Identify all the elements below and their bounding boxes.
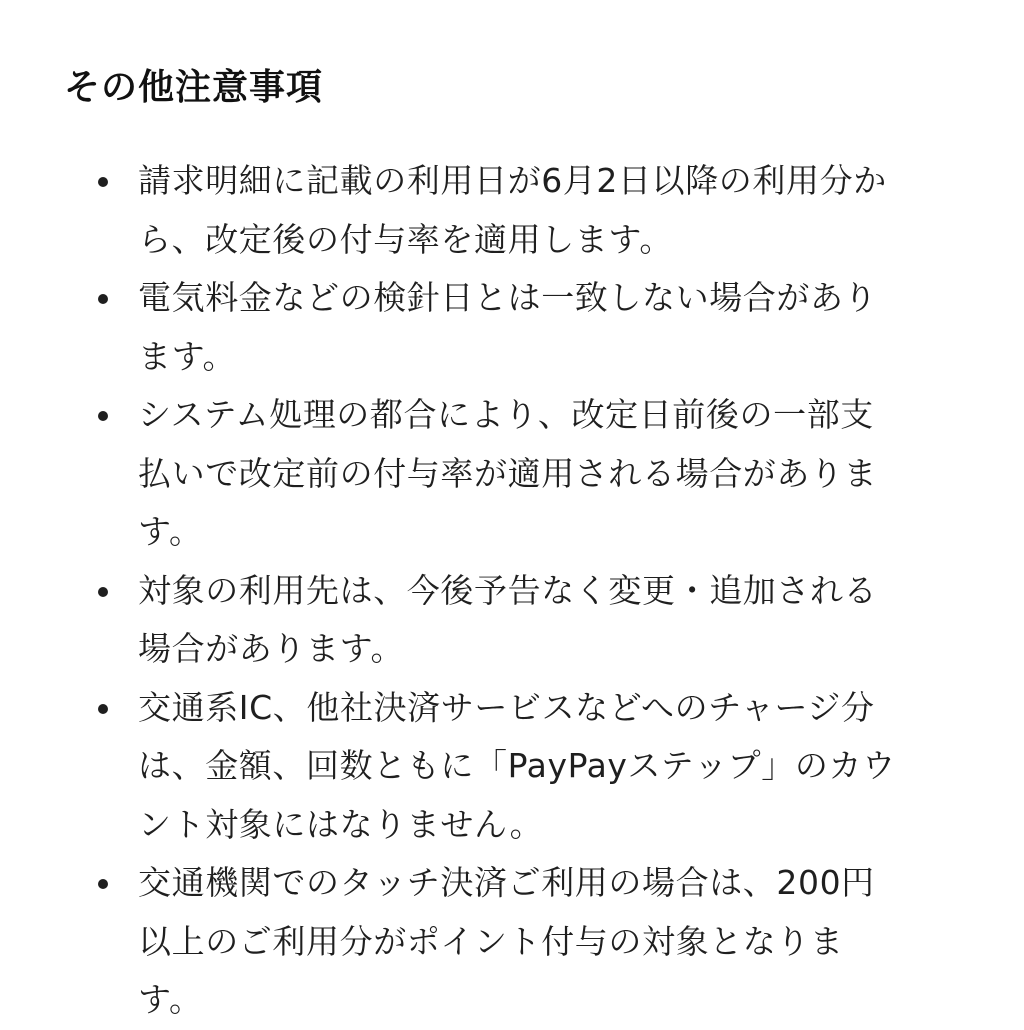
bullet-icon: [98, 294, 108, 304]
note-text: 交通機関でのタッチ決済ご利用の場合は、200円 以上のご利用分がポイント付与の対象となりま す。: [138, 863, 875, 1019]
notes-list: [96, 152, 956, 1030]
section-heading: その他注意事項: [64, 67, 324, 108]
bullet-icon: [98, 587, 108, 597]
note-text: 対象の利用先は、今後予告なく変更・追加される 場合があります。: [138, 570, 878, 668]
list-item: [96, 269, 956, 386]
list-item: [96, 152, 956, 269]
bullet-icon: [98, 177, 108, 187]
bullet-icon: [98, 411, 108, 421]
list-item: [96, 854, 956, 1030]
list-item: [96, 386, 956, 562]
note-text: システム処理の都合により、改定日前後の一部支 払いで改定前の付与率が適用される場合がありま す。: [138, 395, 878, 551]
bullet-icon: [98, 879, 108, 889]
list-item: [96, 562, 956, 679]
list-item: [96, 679, 956, 855]
note-text: 電気料金などの検針日とは一致しない場合があり ます。: [138, 278, 878, 376]
note-text: 交通系IC、他社決済サービスなどへのチャージ分 は、金額、回数ともに「PayPayステップ」のカウ ント対象にはなりません。: [138, 687, 896, 844]
note-text: 請求明細に記載の利用日が6月2日以降の利用分か ら、改定後の付与率を適用します。: [138, 161, 887, 259]
bullet-icon: [98, 704, 108, 714]
